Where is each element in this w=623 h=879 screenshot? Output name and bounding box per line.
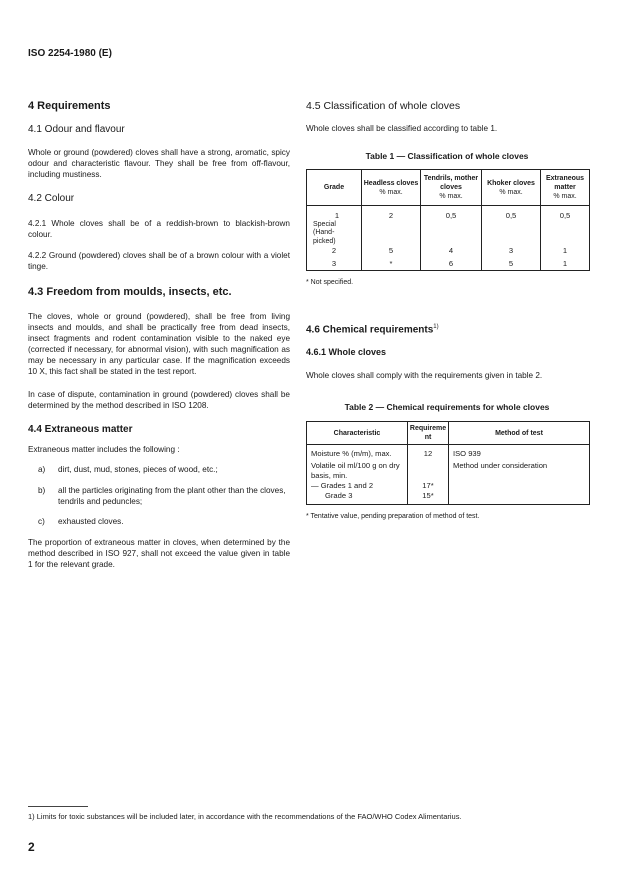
cell-requirement: 17* [408, 481, 449, 491]
section-4-1-title: 4.1 Odour and flavour [28, 124, 125, 135]
left-column [28, 100, 290, 570]
section-4-title: 4 Requirements [28, 100, 111, 112]
cell-tendrils: 0,5 [421, 206, 482, 247]
section-4-3-text-2: In case of dispute, contamination in ground (powdered) cloves shall be determined by the method described in ISO 1208. [28, 390, 290, 410]
footnote-ref: 1) [433, 324, 439, 330]
cell-tendrils: 6 [421, 256, 482, 271]
cell-grade: 2 [307, 246, 362, 256]
table-1-caption: Table 1 — Classification of whole cloves [365, 151, 529, 161]
table-2-caption: Table 2 — Chemical requirements for whole cloves [344, 402, 550, 413]
table-row [307, 246, 590, 256]
cell-grade: 3 [307, 256, 362, 271]
cell-khoker: 5 [482, 256, 541, 271]
cell-requirement: 12 [408, 445, 449, 460]
list-item [28, 485, 290, 507]
cell-grade: 1 [334, 211, 340, 220]
section-4-3-text-1: The cloves, whole or ground (powdered), shall be free from living insects and moulds, and shall be practically free from dead insects, insect fragments and rodent contamination visible to the naked eye (corrected if necessary, for abnormal vision), with such magnification as may be necessary in any particular case. If the magnification exceeds 10 X, this fact shall be stated in the test report. [28, 312, 290, 376]
cell-characteristic: — Grades 1 and 2 [307, 481, 408, 491]
table-2-note: * Tentative value, pending preparation of method of test. [306, 513, 480, 521]
cell-extraneous: 0,5 [541, 206, 590, 247]
cell-method: ISO 939 [449, 445, 590, 460]
table-row [307, 256, 590, 271]
list-item-label: a) [38, 465, 46, 474]
table-row [307, 481, 590, 491]
col-header-requirement: Requirement [408, 422, 449, 445]
table-row [307, 459, 590, 481]
table-2-header-row [307, 422, 590, 445]
cell-grade-note: Special (Hand-picked) [313, 220, 336, 245]
table-row [307, 445, 590, 460]
col-header-characteristic: Characteristic [307, 422, 408, 445]
section-4-2-title: 4.2 Colour [28, 193, 75, 204]
cell-characteristic: Grade 3 [307, 491, 408, 505]
cell-extraneous: 1 [541, 246, 590, 256]
section-4-2-1-text: 4.2.1 Whole cloves shall be of a reddish-brown to blackish-brown colour. [28, 219, 290, 239]
list-item [28, 464, 290, 475]
cell-method: Method under consideration [449, 459, 590, 481]
col-header-extraneous: Extraneous matter % max. [541, 170, 590, 206]
col-header-khoker: Khoker cloves % max. [482, 170, 541, 206]
col-header-method: Method of test [449, 422, 590, 445]
cell-extraneous: 1 [541, 256, 590, 271]
col-header-headless: Headless cloves % max. [362, 170, 421, 206]
cell-headless: 5 [362, 246, 421, 256]
list-item-label: c) [38, 517, 45, 526]
section-4-4-text: The proportion of extraneous matter in cloves, when determined by the method described in ISO 927, shall not exceed the value given in table 1 for the relevant grade. [28, 538, 290, 569]
list-item-text: exhausted cloves. [58, 517, 124, 526]
list-item-text: dirt, dust, mud, stones, pieces of wood, etc.; [58, 465, 218, 474]
section-4-4-title: 4.4 Extraneous matter [28, 424, 133, 435]
page-number: 2 [28, 840, 35, 854]
table-1-note: * Not specified. [306, 279, 354, 286]
section-4-5-text: Whole cloves shall be classified according to table 1. [306, 124, 498, 133]
cell-characteristic: Volatile oil ml/100 g on dry basis, min. [307, 459, 408, 481]
cell-khoker: 0,5 [482, 206, 541, 247]
list-item [28, 516, 290, 527]
section-4-6-title: 4.6 Chemical requirements$^{1)}$ [306, 324, 439, 336]
footnote: 1) Limits for toxic substances will be included later, in accordance with the recommendations of the FAO/WHO Codex Alimentarius. [28, 812, 462, 821]
document-header: ISO 2254-1980 (E) [28, 48, 112, 59]
section-4-4-intro: Extraneous matter includes the following : [28, 445, 180, 454]
table-row [307, 206, 590, 247]
cell-headless: * [362, 256, 421, 271]
cell-tendrils: 4 [421, 246, 482, 256]
col-header-grade: Grade [307, 170, 362, 206]
list-item-text: all the particles originating from the plant other than the cloves, tendrils and peduncles; [58, 486, 286, 506]
cell-characteristic: Moisture % (m/m), max. [307, 445, 408, 460]
table-1-header-row [307, 170, 590, 206]
section-4-1-text: Whole or ground (powdered) cloves shall have a strong, aromatic, spicy odour and characteristic flavour. They shall be free from off-flavour, including mustiness. [28, 148, 290, 179]
footnote-divider [28, 806, 88, 807]
cell-headless: 2 [362, 206, 421, 247]
table-2 [306, 421, 590, 505]
list-item-label: b) [38, 486, 46, 495]
cell-khoker: 3 [482, 246, 541, 256]
table-row [307, 491, 590, 505]
section-4-3-title: 4.3 Freedom from moulds, insects, etc. [28, 286, 232, 298]
col-header-tendrils: Tendrils, mother cloves % max. [421, 170, 482, 206]
section-4-5-title: 4.5 Classification of whole cloves [306, 100, 461, 112]
right-column [306, 100, 588, 520]
section-4-6-1-title: 4.6.1 Whole cloves [306, 347, 387, 358]
cell-requirement: 15* [408, 491, 449, 505]
section-4-2-2-text: 4.2.2 Ground (powdered) cloves shall be of a brown colour with a violet tinge. [28, 251, 290, 271]
table-1 [306, 169, 590, 271]
section-4-6-1-text: Whole cloves shall comply with the requirements given in table 2. [306, 371, 543, 381]
